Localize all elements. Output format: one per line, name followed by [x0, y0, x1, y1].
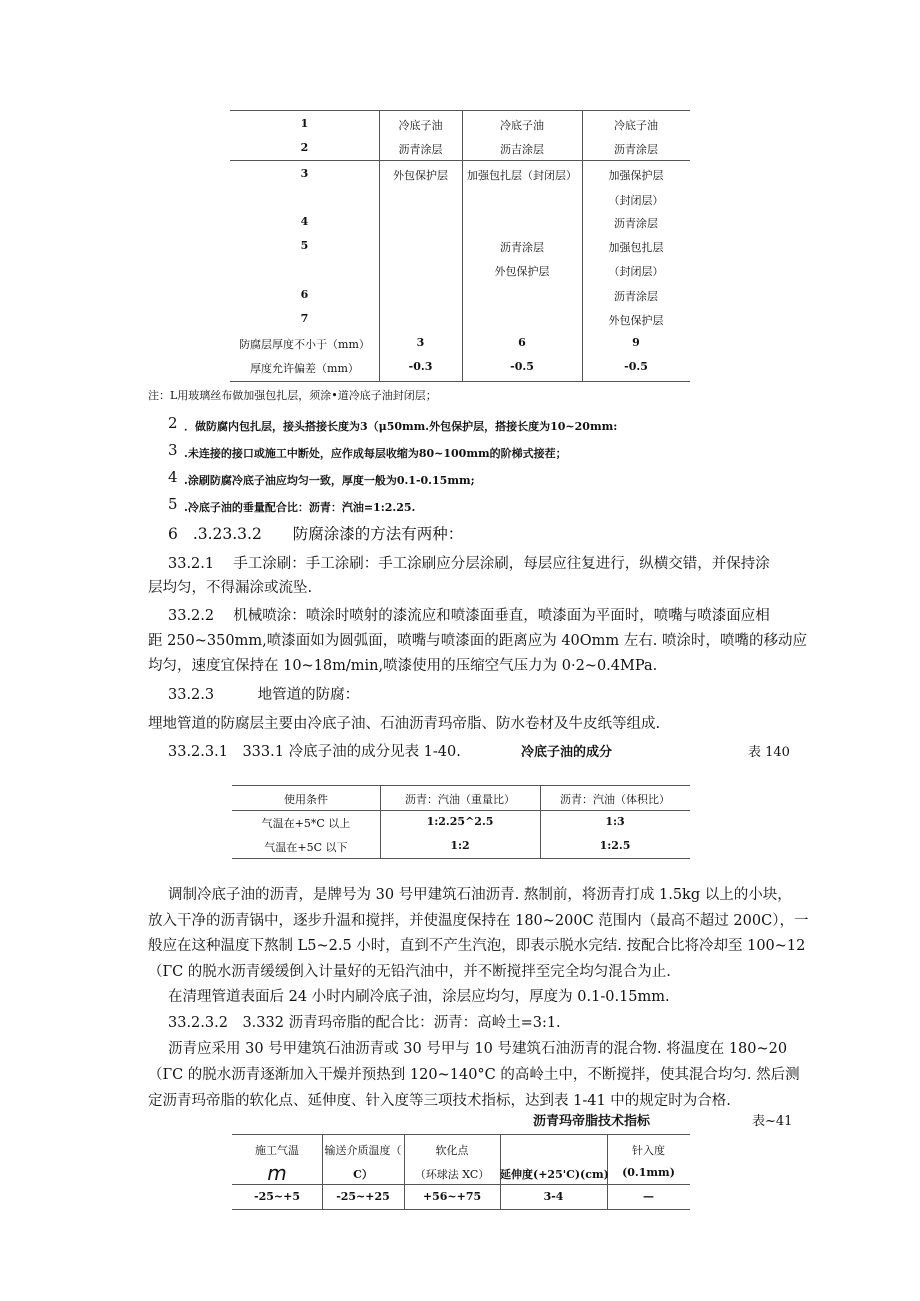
paragraph-line: 层均匀，不得漏涂或流坠.	[148, 580, 313, 596]
table-cell: 沥青涂层	[500, 241, 544, 254]
table-header: 沥青：汽油（体积比）	[560, 793, 670, 806]
table-header: C）	[353, 1168, 373, 1181]
table-cell: 沥青涂层	[614, 217, 658, 230]
note-number: 4	[168, 468, 178, 486]
note-text: .未连接的接口或施工中断处，应作成每层收缩为80~100mm的阶梯式接茬；	[184, 447, 567, 460]
paragraph-line: 在清理管道表面后 24 小时内刷冷底子油，涂层应均匀，厚度为 0.1-0.15mm.	[168, 989, 670, 1005]
paragraph-line: 均匀，速度宜保持在 10~18m/min,喷漆使用的压缩空气压力为 0·2~0.4MPa.	[148, 658, 658, 674]
table-header: 使用条件	[284, 793, 328, 806]
table-cell: 气温在+5*C 以上	[261, 817, 351, 830]
table-cell: 外包保护层	[494, 265, 550, 278]
table-cell: 沥青涂层	[614, 143, 658, 156]
table-header: 延伸度(+25'C)(cm)	[500, 1168, 609, 1181]
table-cell: 冷底子油	[500, 119, 544, 132]
paragraph-line: 沥青应采用 30 号甲建筑石油沥青或 30 号甲与 10 号建筑石油沥青的混合物. 将温度在 180~20	[168, 1041, 788, 1057]
note-number: 3	[168, 441, 178, 459]
table-cell: -0.5	[510, 360, 534, 373]
table-cell: 加强保护层	[608, 169, 664, 182]
table-cell: 沥吉涂层	[500, 143, 544, 156]
paragraph-line: 33.2.3 地管道的防腐：	[168, 687, 360, 703]
paragraph-line: 调制冷底子油的沥青，是牌号为 30 号甲建筑石油沥青. 熬制前，将沥青打成 1.5kg 以上的小块，	[168, 887, 792, 903]
table-cell: 3	[416, 336, 425, 349]
table-header: (0.1mm)	[622, 1166, 675, 1179]
paragraph-line: 33.2.3.1 333.1 冷底子油的成分见表 1-40.	[168, 744, 461, 760]
table-header: 输送介质温度（	[324, 1144, 402, 1157]
table-cell: -25~+25	[336, 1190, 390, 1203]
table-header: （环球法 XC）	[414, 1168, 490, 1181]
table-cell: -0.5	[624, 360, 648, 373]
table-caption: 沥青玛帝脂技术指标	[533, 1114, 651, 1129]
table-cell: 4	[300, 215, 309, 228]
note-1: 注：L用玻璃丝布做加强包扎层，须涂•道冷底子油封闭层；	[148, 389, 437, 402]
note-text: ．做防腐内包扎层，接头搭接长度为3（μ50mm.外包保护层，搭接长度为10~20mm:	[184, 420, 618, 433]
table-header: m	[267, 1161, 287, 1185]
note-text: .冷底子油的垂量配合比：沥青：汽油=1:2.25.	[184, 501, 416, 514]
table-cell: 5	[300, 239, 309, 252]
table-cell: 加强包扎层	[608, 241, 664, 254]
table-header: 针入度	[632, 1144, 665, 1157]
table-cell: 6	[300, 288, 309, 301]
note-number: 2	[168, 414, 178, 432]
paragraph-line: 定沥青玛帝脂的软化点、延伸度、针入度等三项技术指标，达到表 1-41 中的规定时为合格.	[148, 1093, 731, 1109]
table-cell: —	[643, 1190, 654, 1203]
paragraph-line: 埋地管道的防腐层主要由冷底子油、石油沥青玛帝脂、防水卷材及牛皮纸等组成.	[148, 716, 661, 732]
table-cell: 1:2	[450, 839, 470, 852]
section-heading	[168, 522, 463, 544]
paragraph-line: （ГC 的脱水沥青缓缓倒入计量好的无铅汽油中，并不断搅拌至完全均匀混合为止.	[148, 964, 671, 980]
paragraph-line: 距 250~350mm,喷漆面如为圆弧面，喷嘴与喷漆面的距离应为 40Omm 左右. 喷涂时，喷嘴的移动应	[148, 633, 807, 649]
table-cell: 沥青涂层	[614, 290, 658, 303]
table-cell: 沥青涂层	[398, 143, 443, 156]
table-cell: 6	[518, 336, 526, 349]
table-header: 施工气温	[255, 1144, 299, 1157]
table-cell: 外包保护层	[393, 169, 448, 182]
table-cell: 1:2.5	[599, 839, 631, 852]
table-cell: +56~+75	[422, 1190, 482, 1203]
paragraph-line: 33.2.3.2 3.332 沥青玛帝脂的配合比：沥青：高岭土=3:1.	[168, 1015, 561, 1031]
paragraph-line: 33.2.1 手工涂刷：手工涂刷：手工涂刷应分层涂刷，每层应往复进行，纵横交错，并保持涂	[168, 556, 770, 572]
note-number: 5	[168, 495, 178, 513]
table-cell: -0.3	[408, 360, 433, 373]
heading-number: 6	[168, 525, 178, 543]
heading-code: .3.23.3.2	[192, 525, 262, 543]
table-cell: 2	[300, 141, 309, 154]
table-cell: 防腐层厚度不小于（mm）	[239, 338, 370, 351]
table-cell: 冷底子油	[398, 119, 443, 132]
table-cell: 1:2.25^2.5	[426, 815, 494, 828]
paragraph-line: 放入干净的沥青锅中，逐步升温和搅拌，并使温度保持在 180~200C 范围内（最高不超过 200C），一	[148, 913, 809, 929]
paragraph-line: 般应在这种温度下熬制 L5~2.5 小时，直到不产生汽泡，即表示脱水完结. 按配合比将冷却至 100~12	[148, 938, 806, 954]
table-label: 表 140	[748, 745, 790, 760]
table-cell: -25~+5	[254, 1190, 300, 1203]
table-cell: 外包保护层	[608, 314, 664, 327]
table-cell: 3	[300, 167, 309, 180]
table-header: 软化点	[435, 1144, 469, 1157]
table-cell: 气温在+5C 以下	[264, 841, 348, 854]
table-caption: 冷底子油的成分	[521, 745, 613, 760]
paragraph-line: （ГC 的脱水沥青逐渐加入干燥并预热到 120~140°C 的高岭土中，不断搅拌，使其混合均匀. 然后测	[148, 1067, 800, 1083]
heading-text: 防腐涂漆的方法有两种：	[292, 525, 464, 543]
table-cell: 1	[300, 117, 309, 130]
table-label: 表~41	[752, 1114, 793, 1129]
table-cell: 厚度允许偏差（mm）	[250, 362, 359, 375]
table-cell: 冷底子油	[614, 119, 658, 132]
table-cell: （封闭层）	[608, 265, 664, 278]
note-text: .涂刷防腐冷底子油应均匀一致，厚度一般为0.1-0.15mm;	[184, 474, 475, 487]
table-cell: 7	[300, 312, 309, 325]
table-cell: 3-4	[543, 1190, 564, 1203]
table-cell: 加强包扎层（封闭层）	[467, 169, 577, 182]
table-cell: 1:3	[605, 815, 625, 828]
paragraph-line: 33.2.2 机械喷涂：喷涂时喷射的漆流应和喷漆面垂直，喷漆面为平面时，喷嘴与喷漆面应相	[168, 608, 770, 624]
table-cell: 9	[632, 336, 640, 349]
table-header: 沥青：汽油（重量比）	[405, 793, 515, 806]
table-cell: （封闭层）	[608, 194, 664, 207]
